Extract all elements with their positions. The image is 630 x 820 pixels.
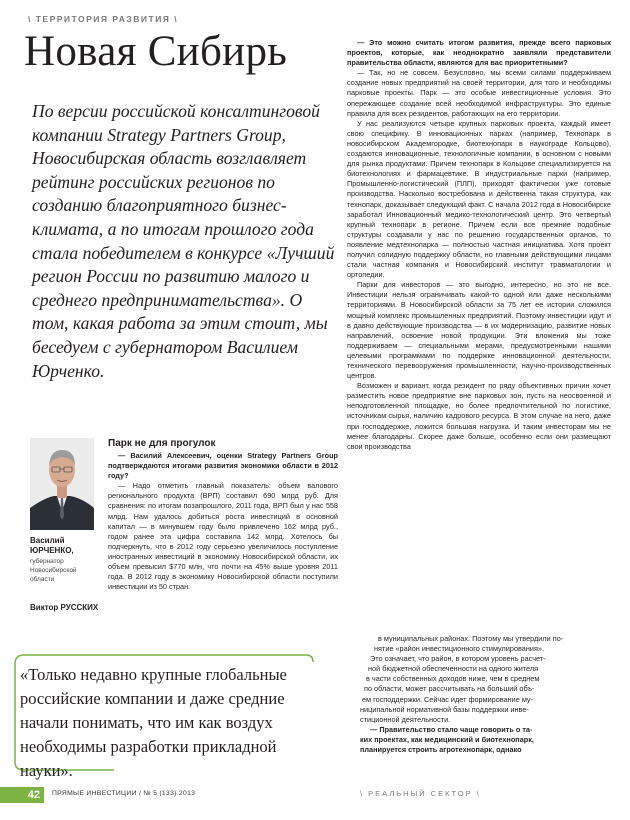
question-paragraph: — Василий Алексеевич, оценки Strategy Partners Group подтверждаются итогами развития экономики области в 2012 году? [108, 451, 338, 481]
right-column [347, 38, 611, 452]
magazine-issue: ПРЯМЫЕ ИНВЕСТИЦИИ / № 5 (133) 2013 [52, 790, 196, 797]
portrait-image [30, 438, 94, 530]
question-line: планируется строить агротехнопарк, однако [360, 745, 522, 755]
body-paragraph: Возможен и вариант, когда резидент по ряду объективных причин хочет разместить новое предприятие вне парковых зон, пусть на неосвоенной и неподготовленной площадке, но более предпочтительной по логистике, источникам сырья, наличию кадрового ресурса. В этом случае на него, даже при господдержке, ложится большая нагрузка. И таким инвесторам мы не менее благодарны. Скорее даже больше, особенно если они размещают свои производства [347, 381, 611, 451]
body-line: нятие «район инвестиционного стимулирования». [374, 644, 544, 654]
subheading: Парк не для прогулок [108, 438, 216, 449]
article-title: Новая Сибирь [24, 28, 288, 75]
author-name: Виктор РУССКИХ [30, 603, 99, 612]
answer-paragraph: — Надо отметить главный показатель: объем валового регионального продукта (ВРП) составил 690 млрд руб. Для сравнения: по итогам позапрошлого, 2011 года, ВРП был у нас 558 млрд. Нам удалось добиться роста инвестиций в основной капитал — в минувшем году было привлечено 162 млрд руб., годом ранее эта цифра составила 142 млрд. Хотелось бы подчеркнуть, что в 2012 году серьезно увеличилось поступление иностранных инвестиций в экономику Новосибирской области, их объем превысил $770 млн, что почти на 45% выше уровня 2011 года. В 2012 году в экономику Новосибирской области поступили инвестиции из 50 стран. [108, 481, 338, 592]
question-line: — Правительство стало чаще говорить о та- [370, 724, 533, 734]
photo-caption-name: Василий ЮРЧЕНКО, [30, 536, 74, 555]
footer-section-label: \ РЕАЛЬНЫЙ СЕКТОР \ [360, 789, 481, 798]
answer-paragraph: — Так, но не совсем. Безусловно, мы всеми силами поддерживаем создание новых предприятий на своей территории, для того и необходимы парковые проекты. Парк — это особые инвестиционные условия. Это опережающее создание всей необходимой инфраструктуры. Это единые правила для всех резидентов, работающих на его территории. [347, 68, 611, 118]
question-paragraph: — Это можно считать итогом развития, прежде всего парковых проектов, которые, как неоднократно заявляли представители правительства области, являются для вас приоритетными? [347, 38, 611, 68]
right-column-continued [330, 634, 611, 755]
page-number: 42 [0, 787, 44, 803]
body-line: ниципальной нормативной базы поддержки инве- [360, 704, 529, 714]
body-paragraph: Парки для инвесторов — это выгодно, интересно, но это не все. Инвестиции нельзя ограничивать какой-то одной или даже несколькими территориями. В Новосибирской области за 75 лет ее истории сложился мощный комплекс промышленных предприятий. Поэтому инвестиции идут и в давно действующие производства — в их модернизацию, развитие новых направлений, освоение новой продукции. Эти вложения мы тоже поддерживаем — специальными мерами, предусмотренными нашими целевыми программами по поддержке инновационной деятельности, технического перевооружения промышленности, научно-производственных центров. [347, 280, 611, 381]
body-line: в муниципальных районах. Поэтому мы утвердили по- [378, 634, 564, 643]
lead-text: По версии российской консалтинговой компании Strategy Partners Group, Новосибирская область возглавляет рейтинг российских регионов по созданию благоприятного бизнес-климата, а по итогам прошлого года стала победителем в конкурсе «Лучший регион России по развитию малого и среднего предпринимательства». О том, какая работа за этим стоит, мы беседуем с губернатором Василием Юрченко. [32, 101, 335, 381]
lead-paragraph [32, 100, 337, 383]
governor-photo [30, 438, 94, 530]
question-line: ких проектах, как медицинский и биотехнопарк, [360, 734, 534, 744]
body-line: по области, может рассчитывать на больший объ- [364, 684, 535, 694]
pull-quote: «Только недавно крупные глобальные российские компании и даже средние начали понимать, что им как воздух необходимы разработки прикладной науки». [20, 665, 287, 780]
middle-column [108, 438, 338, 592]
section-label: \ ТЕРРИТОРИЯ РАЗВИТИЯ \ [28, 14, 179, 24]
photo-caption-role: губернатор Новосибирской области [30, 558, 77, 583]
body-line: ной бюджетной обеспеченности на одного жителя [368, 664, 539, 674]
body-paragraph: У нас реализуются четыре крупных парковых проекта, каждый имеет свою специфику. В инновационных парках (например, Технопарк в новосибирском Академгородке, биотехнопарк в наукограде Кольцово), создаются инновационные, технологичные компании, в основном с новыми для рынка продуктами. Причем технопарк в Кольцове специализируется на биотехнологиях и фармацевтике. В индустриальные парки (например, Промышленно-логистический (ПЛП), приходят фактически уже готовые производства. Насколько востребована и действенна такая структура, как технопарк, доказывает следующий факт. С начала 2012 года в Новосибирске заработал Инновационный медико-технологический центр. Это четвертый крупный технопарк в регионе. Причем если все прежние подобные структуры создавали у нас по решению государственных органов, то появление медтехнопарка — полностью частная инициатива. Хотя проект получил солидную поддержку области, но главными действующими лицами стали частная компания и Новосибирский институт травматологии и ортопедии. [347, 118, 611, 280]
body-line: стиционной деятельности. [360, 714, 451, 724]
body-line: в части собственных доходов ниже, чем в среднем [366, 674, 540, 684]
body-line: ем господдержки. Сейчас идет формирование му- [362, 694, 534, 704]
body-line: Это означает, что район, в котором уровень расчет- [370, 654, 546, 664]
